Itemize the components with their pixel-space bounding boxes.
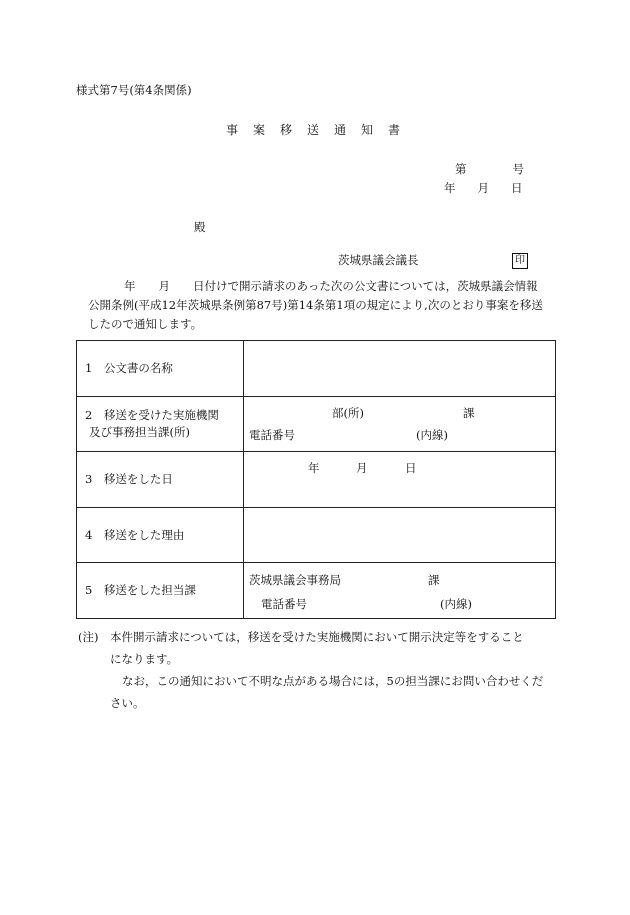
note-line-1: (注) 本件開示請求については，移送を受けた実施機関において開示決定等をすること [78,630,524,644]
transfer-date-value [244,452,556,508]
addressee-honorific: 殿 [194,220,206,234]
phone-label: 電話番号 [249,427,295,442]
transfer-reason-label: 4 移送をした理由 [77,507,244,563]
transferring-section-label: 5 移送をした担当課 [77,563,244,619]
body-line-2: 公開条例(平成12年茨城県条例第87号)第14条第1項の規定により,次のとおり事案を移送 [88,298,543,312]
form-number: 様式第7号(第4条関係) [76,83,192,97]
body-line-1: 年 月 日付けで開示請求のあった次の公文書については，茨城県議会情報 [124,279,538,293]
note-line-3: なお，この通知において不明な点がある場合には，5の担当課にお問い合わせくだ [122,674,544,688]
date-month-label: 月 [477,181,489,195]
number-suffix: 号 [512,162,524,176]
body-line-3: したので通知します。 [88,317,203,331]
receiving-agency-label-line-2: 及び事務担当課(所) [89,424,190,439]
table-row [77,452,556,508]
note-line-4: さい。 [110,696,145,710]
transfer-day-label: 日 [405,461,417,476]
receiving-agency-value [244,396,556,452]
transfer-reason-value [244,507,556,563]
number-prefix: 第 [455,162,467,176]
office-extension-label: (内線) [440,597,472,612]
section-label: 課 [463,405,475,420]
document-date-line [444,182,523,196]
office-phone-label: 電話番号 [261,597,307,612]
document-name-label: 1 公文書の名称 [77,341,244,397]
receiving-agency-label-line-1: 2 移送を受けた実施機関 [85,407,219,422]
office-name: 茨城県議会事務局 [249,573,341,588]
table-row [77,396,556,452]
transfer-month-label: 月 [356,461,368,476]
document-title: 事案移送通知書 [226,123,416,137]
table-row [77,563,556,619]
note-line-2: になります。 [110,652,179,666]
extension-label: (内線) [416,427,448,442]
receiving-agency-label [77,396,244,452]
table-row [77,341,556,397]
department-label: 部(所) [332,405,364,420]
footnote [78,626,558,714]
office-section-label: 課 [428,573,440,588]
document-number-line [455,163,524,177]
transfer-info-table [76,340,556,619]
body-paragraph [88,277,558,334]
document-name-value [244,341,556,397]
transferring-section-value [244,563,556,619]
seal-mark: 印 [512,253,528,269]
transfer-date-label: 3 移送をした日 [77,452,244,508]
sender-name: 茨城県議会議長 [338,253,419,267]
table-row [77,507,556,563]
date-year-label: 年 [444,181,456,195]
date-day-label: 日 [511,181,523,195]
transfer-year-label: 年 [308,461,320,476]
